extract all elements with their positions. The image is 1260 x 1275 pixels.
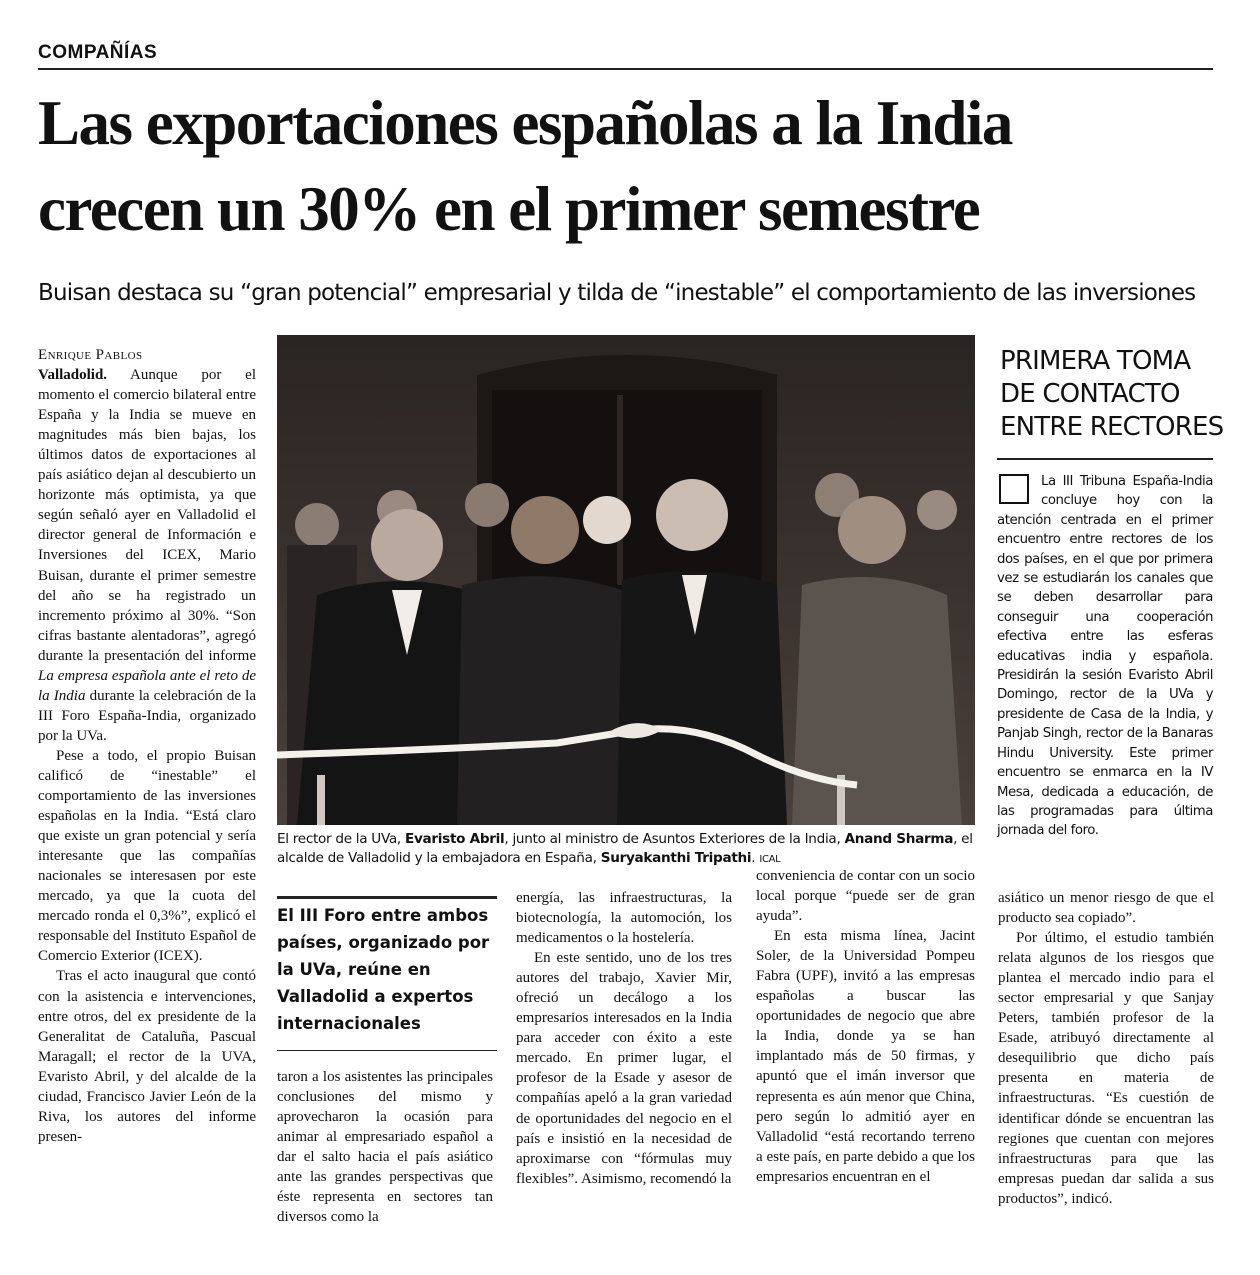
paragraph-2: Pese a todo, el propio Buisan calificó de “inestable” el comportamiento de las inversiones españolas en la India. “Está claro que existe un gran potencial y sería interesante que las compañías nacionales se interesasen por este mercado, ya que la cuota del mercado ronda el 0,3%”, explicó el responsable del Instituto Español de Comercio Exterior (ICEX). <box>38 747 256 965</box>
sidebar-title <box>1000 345 1223 444</box>
article-column-1 <box>38 345 256 1147</box>
caption-name-3: Suryakanthi Tripathi <box>600 850 752 866</box>
square-bullet-icon <box>999 474 1029 504</box>
lead-paragraph <box>38 365 256 746</box>
sidebar-title-line-3: ENTRE RECTORES <box>1000 412 1224 442</box>
article-column-3 <box>516 888 732 1189</box>
sidebar-title-line-1: PRIMERA TOMA <box>1000 346 1191 376</box>
column-5-paragraph-2: Por último, el estudio también relata algunos de los riesgos que plantea el mercado indio para el sector empresarial y que Sanjay Peters, también profesor de la Esade, atribuyó directamente al desequilibrio que dicho país presenta en materia de infraestructuras. “Es cuestión de identificar dónde se encuentran las regiones que cuentan con mejores infraestructuras para que las empresas puedan dar salida a sus productos”, indicó. <box>998 930 1214 1207</box>
paragraph-3: Tras el acto inaugural que contó con la asistencia e intervenciones, entre otros, del ex presidente de la Generalitat de Cataluña, Pascual Maragall; el rector de la UVA, Evaristo Abril, y del alcalde de la ciudad, Francisco Javier León de la Riva, los autores del informe presen- <box>38 968 256 1145</box>
caption-name-1: Evaristo Abril <box>404 831 505 847</box>
lead-text-end: durante la celebración de la III Foro España-India, organizado por la UVa. <box>38 687 256 744</box>
byline: Enrique Pablos <box>38 347 143 363</box>
sidebar-text: La III Tribuna España-India concluye hoy con la atención centrada en el primer encuentro entre rectores de los dos países, en el que por primera vez se estudiarán los canales que se deben desarrollar para conseguir una cooperación efectiva entre las esferas educativas india y española. Presidirán la sesión Evaristo Abril Domingo, rector de la UVa y presidente de Casa de la India, y Panjab Singh, rector de la Banaras Hindu University. Este primer encuentro se enmarca en la IV Mesa, dedicada a educación, de las programadas para última jornada del foro. <box>997 474 1213 839</box>
column-4-paragraph-1: conveniencia de contar con un socio local porque “puede ser de gran ayuda”. <box>756 868 975 925</box>
headline-line-1: Las exportaciones españolas a la India <box>38 88 1012 158</box>
pull-quote-rule <box>277 1050 497 1051</box>
event-photo <box>277 335 975 825</box>
report-title: La empresa española ante el reto de la India <box>38 667 256 704</box>
article-column-4 <box>756 866 975 1187</box>
pull-quote: El III Foro entre ambos países, organizado por la UVa, reúne en Valladolid a expertos internacionales <box>277 896 497 1037</box>
sidebar-rule <box>997 458 1213 460</box>
caption-name-2: Anand Sharma <box>844 831 954 847</box>
column-3-paragraph-1: energía, las infraestructuras, la biotecnología, la automoción, los medicamentos o la hostelería. <box>516 890 732 947</box>
photo-caption: El rector de la UVa, Evaristo Abril, junto al ministro de Asuntos Exteriores de la India, Anand Sharma, el alcalde de Valladolid y la embajadora en España, Suryakanthi Tripathi. ICAL <box>277 831 973 866</box>
section-label: COMPAÑÍAS <box>38 42 158 63</box>
column-4-paragraph-2: En esta misma línea, Jacint Soler, de la Universidad Pompeu Fabra (UPF), invitó a las empresas españolas a buscar las oportunidades de negocio que abre la India, donde ya se han implantado más de 50 firmas, y apuntó que el imán inversor que representa es aún menor que China, pero según lo admitió ayer en Valladolid “está recortando terreno a este país, en parte debido a que los empresarios encuentran en el <box>756 928 975 1185</box>
section-rule <box>38 68 1213 70</box>
headline-line-2: crecen un 30% en el primer semestre <box>38 174 980 244</box>
article-column-5 <box>998 888 1214 1209</box>
subtitle: Buisan destaca su “gran potencial” empresarial y tilda de “inestable” el comportamiento de las inversiones <box>38 280 1196 306</box>
column-2-text: taron a los asistentes las principales conclusiones del mismo y aprovecharon la ocasión para animar al empresariado español a dar el salto hacia el país asiático ante las grandes perspectivas que éste representa en sectores tan diversos como la <box>277 1069 493 1226</box>
article-column-2 <box>277 1067 493 1227</box>
column-3-paragraph-2: En este sentido, uno de los tres autores del trabajo, Xavier Mir, ofreció un decálogo a los empresarios interesados en la India para acceder con éxito a este mercado. En primer lugar, el profesor de la Esade y asesor de compañías apeló a la gran variedad de oportunidades del negocio en el país e insistió en la necesidad de aproximarse con “fórmulas muy flexibles”. Asimismo, recomendó la <box>516 950 732 1187</box>
ribbon-cutting-photo <box>277 335 975 825</box>
sidebar-body <box>997 472 1213 841</box>
lead-text: Aunque por el momento el comercio bilateral entre España y la India se mueve en magnitudes más bien bajas, los últimos datos de exportaciones al país asiático dejan al descubierto un horizonte más optimista, ya que según señaló ayer en Valladolid el director general de Información e Inversiones del ICEX, Mario Buisan, durante el primer semestre del año se ha registrado un incremento próximo al 30%. “Son cifras bastante alentadoras”, agregó durante la presentación del informe <box>38 367 256 664</box>
column-5-paragraph-1: asiático un menor riesgo de que el producto sea copiado”. <box>998 890 1214 927</box>
sidebar-title-line-2: DE CONTACTO <box>1000 379 1180 409</box>
photo-credit: ICAL <box>759 854 781 865</box>
lead-place: Valladolid. <box>38 367 108 384</box>
